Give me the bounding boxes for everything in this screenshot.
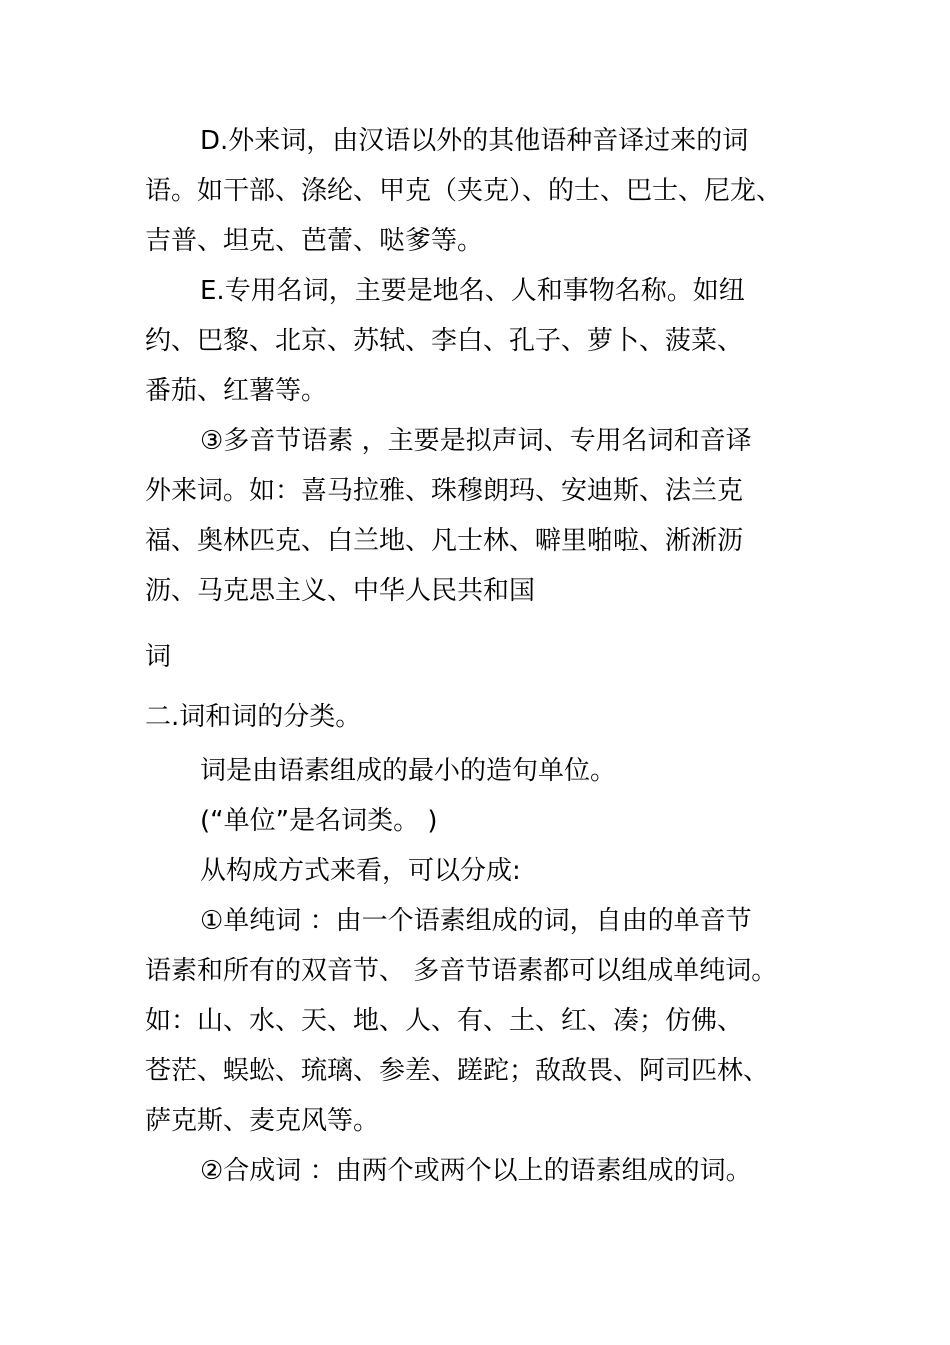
definition-line: 词是由语素组成的最小的造句单位。 bbox=[200, 756, 617, 786]
section-heading-classification: 二.词和词的分类。 bbox=[145, 702, 362, 732]
paragraph-loanword-line-1: D.外来词，由汉语以外的其他语种音译过来的词 bbox=[200, 126, 749, 156]
paragraph-polysyllabic-line-1: ③多音节语素 ，主要是拟声词、专用名词和音译 bbox=[200, 426, 752, 456]
composition-intro-line: 从构成方式来看，可以分成: bbox=[200, 856, 521, 886]
paragraph-compound-word-line-1: ②合成词 ：由两个或两个以上的语素组成的词。 bbox=[200, 1156, 752, 1186]
paragraph-simple-word-line-2: 语素和所有的双音节、 多音节语素都可以组成单纯词。 bbox=[145, 956, 778, 986]
paragraph-proper-noun-line-2: 约、巴黎、北京、苏轼、李白、孔子、萝卜、菠菜、 bbox=[145, 326, 744, 356]
paragraph-proper-noun-line-3: 番茄、红薯等。 bbox=[145, 376, 328, 406]
paragraph-polysyllabic-line-2: 外来词。如：喜马拉雅、珠穆朗玛、安迪斯、法兰克 bbox=[145, 476, 744, 506]
section-heading-word: 词 bbox=[145, 642, 172, 672]
paragraph-loanword-line-3: 吉普、坦克、芭蕾、哒爹等。 bbox=[145, 226, 484, 256]
paragraph-simple-word-line-3: 如：山、水、天、地、人、有、土、红、凑；仿佛、 bbox=[145, 1006, 744, 1036]
note-line: (“单位”是名词类。 ) bbox=[200, 806, 438, 836]
paragraph-simple-word-line-5: 萨克斯、麦克风等。 bbox=[145, 1106, 380, 1136]
paragraph-simple-word-line-4: 苍茫、蜈蚣、琉璃、参差、蹉跎；敌敌畏、阿司匹林、 bbox=[145, 1056, 770, 1086]
paragraph-polysyllabic-line-4: 沥、马克思主义、中华人民共和国 bbox=[145, 576, 536, 606]
paragraph-loanword-line-2: 语。如干部、涤纶、甲克（夹克）、的士、巴士、尼龙、 bbox=[145, 176, 783, 206]
paragraph-simple-word-line-1: ①单纯词 ：由一个语素组成的词，自由的单音节 bbox=[200, 906, 752, 936]
paragraph-polysyllabic-line-3: 福、奥林匹克、白兰地、凡士林、噼里啪啦、淅淅沥 bbox=[145, 526, 744, 556]
paragraph-proper-noun-line-1: E.专用名词，主要是地名、人和事物名称。如纽 bbox=[200, 276, 745, 306]
